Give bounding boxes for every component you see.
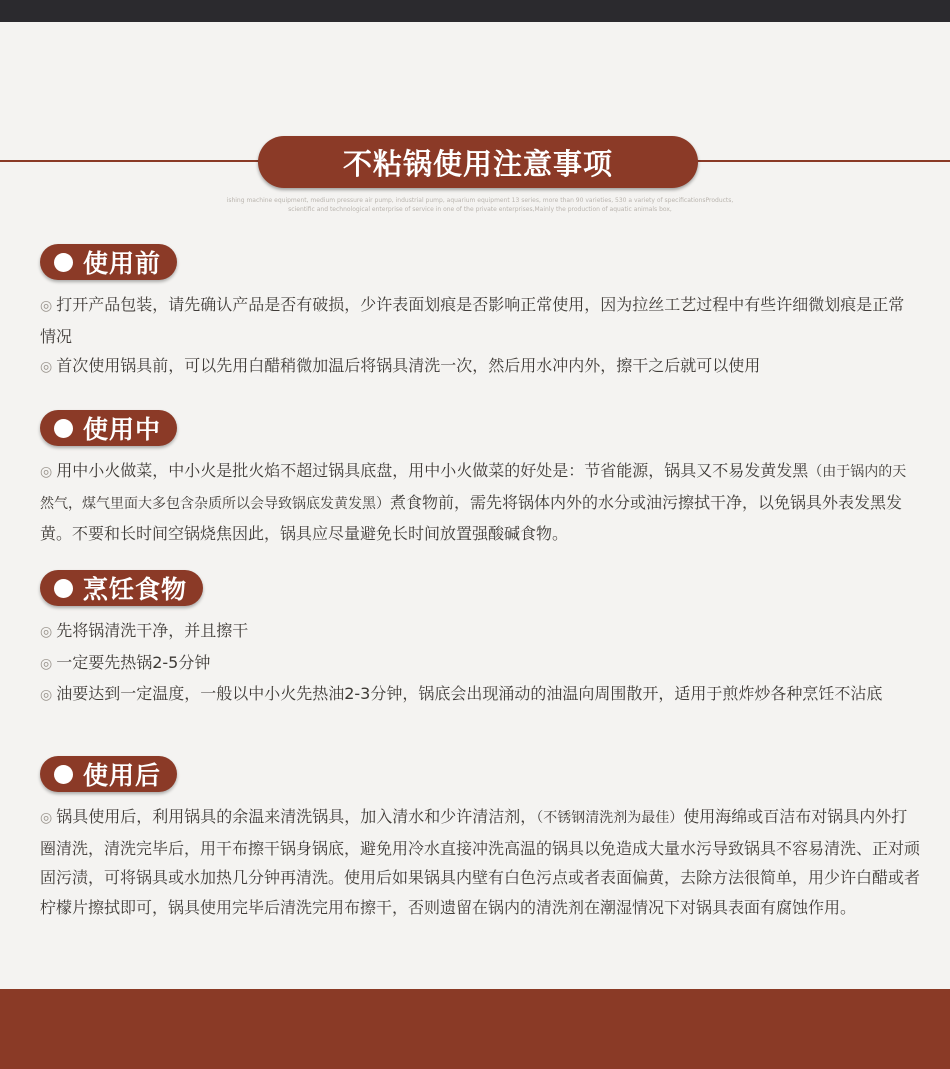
circle-bullet-icon: ◎: [40, 655, 53, 672]
bullet-dot-icon: [54, 253, 73, 272]
circle-bullet-icon: ◎: [40, 810, 53, 826]
section-label: 使用前: [83, 249, 162, 278]
item-text: 煮食物前，需先将锅体内外的水分或油污擦拭干净，以免锅具外表发黑发黄。不要和长时间空锅烧焦因此，锅具应尽量避免长时间放置强酸碱食物。: [40, 492, 903, 543]
subtitle-line-1: ishing machine equipment, medium pressure air pump, industrial pump, aquarium equipment 13 series, more than 90 varieties, 530 a variety of specificationsProducts,: [226, 197, 734, 204]
list-item: [40, 679, 920, 711]
section-heading-cooking: [40, 570, 203, 606]
list-item: [40, 616, 920, 648]
section-label: 使用中: [83, 415, 162, 444]
circle-bullet-icon: ◎: [40, 687, 53, 703]
circle-bullet-icon: ◎: [40, 359, 53, 375]
page-title: 不粘锅使用注意事项: [258, 136, 698, 188]
item-text: 油要达到一定温度，一般以中小火先热油2-3分钟，锅底会出现涌动的油温向周围散开，适用于煎炸炒各种烹饪不沾底: [56, 684, 883, 703]
section-body: [40, 616, 920, 711]
list-item: [40, 351, 920, 383]
section-during-use: [40, 410, 920, 549]
item-text: 使用海绵或百洁布对锅具内外打圈清洗，清洗完毕后，用干布擦干锅身锅底，避免用冷水直接冲洗高温的锅具以免造成大量水污导致锅具不容易清洗、正对顽固污渍，可将锅具或水加热几分钟再清洗。使用后如果锅具内壁有白色污点或者表面偏黄，去除方法很简单，用少许白醋或者柠檬片擦拭即可，锅具使用完毕后清洗完用布擦干，否则遗留在锅内的清洗剂在潮湿情况下对锅具表面有腐蚀作用。: [40, 807, 921, 917]
section-after-use: [40, 756, 920, 922]
item-note: （由于锅内的天然气，煤气里面大多包含杂质所以会导致锅底发黄发黑）: [40, 464, 907, 512]
circle-bullet-icon: ◎: [40, 624, 53, 640]
top-bar: [0, 0, 950, 22]
section-label: 使用后: [83, 761, 162, 790]
bottom-bar: [0, 989, 950, 1069]
section-body: [40, 456, 920, 549]
bullet-dot-icon: [54, 765, 73, 784]
list-item: [40, 802, 920, 922]
circle-bullet-icon: ◎: [40, 298, 53, 314]
title-rule-right: [694, 160, 950, 162]
bullet-dot-icon: [54, 579, 73, 598]
item-text: 一定要先热锅2-5分钟: [56, 652, 211, 672]
item-text: 锅具使用后，利用锅具的余温来清洗锅具，加入清水和少许清洁剂，: [56, 807, 537, 826]
item-text: 用中小火做菜，中小火是批火焰不超过锅具底盘，用中小火做菜的好处是：节省能源，锅具又不易发黄发黑: [56, 461, 809, 480]
item-text: 首次使用锅具前，可以先用白醋稍微加温后将锅具清洗一次，然后用水冲内外，擦干之后就可以使用: [56, 356, 761, 375]
section-label: 烹饪食物: [83, 575, 188, 604]
section-heading-after-use: [40, 756, 177, 792]
section-before-use: [40, 244, 920, 383]
subtitle-line-2: scientific and technological enterprise of service in one of the private enterprises,Mainly the production of aquatic animals box,: [288, 206, 672, 213]
list-item: [40, 648, 920, 680]
section-heading-before-use: [40, 244, 177, 280]
section-cooking: [40, 570, 920, 711]
bullet-dot-icon: [54, 419, 73, 438]
circle-bullet-icon: ◎: [40, 464, 53, 480]
section-body: [40, 802, 920, 922]
item-text: 打开产品包装，请先确认产品是否有破损，少许表面划痕是否影响正常使用，因为拉丝工艺过程中有些许细微划痕是正常情况: [40, 295, 905, 346]
section-body: [40, 290, 920, 383]
section-heading-during-use: [40, 410, 177, 446]
item-text: 先将锅清洗干净，并且擦干: [56, 621, 249, 640]
list-item: [40, 456, 920, 549]
item-note: （不锈钢清洗剂为最佳）: [536, 810, 684, 826]
list-item: [40, 290, 920, 351]
title-rule-left: [0, 160, 262, 162]
